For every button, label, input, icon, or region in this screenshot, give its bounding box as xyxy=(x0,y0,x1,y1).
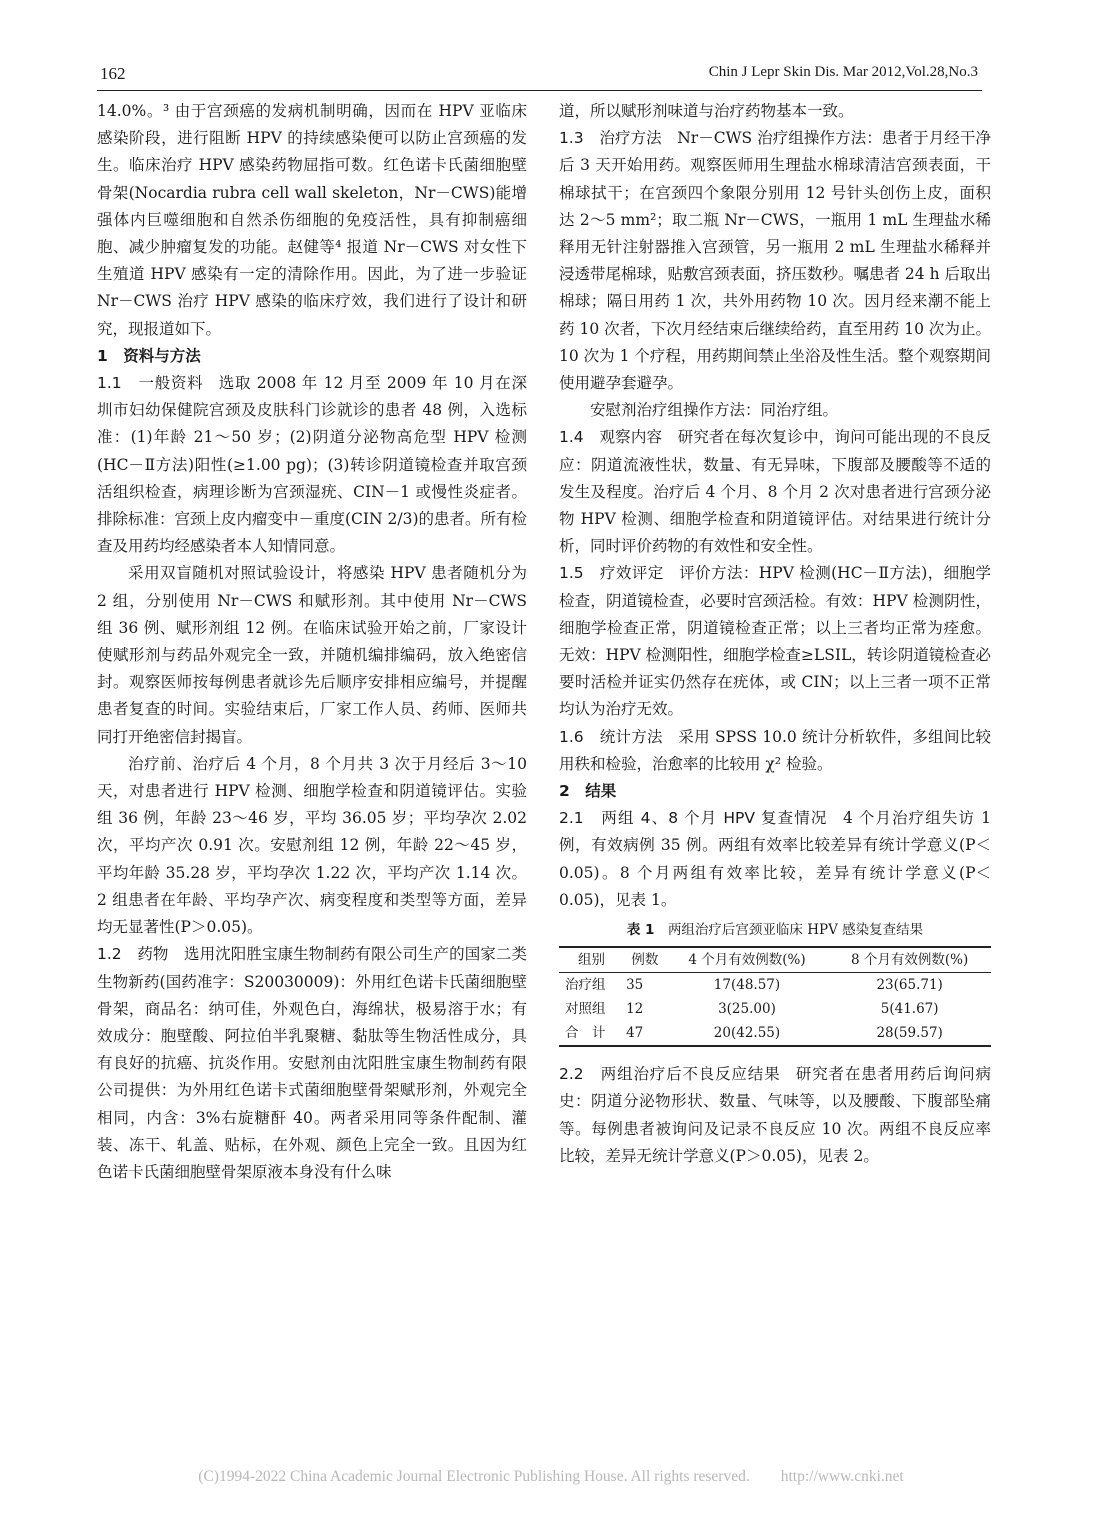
table-cell: 28(59.57) xyxy=(876,1025,943,1042)
subsection-text: 研究者在患者用药后询问病史：阴道分泌物形状、数量、气味等，以及腰酸、下腹部坠痛等。每例患者被询问及记录不良反应 10 次。两组不良反应率比较，差异无统计学意义(P＞0.05)，见表 2。 xyxy=(559,1065,991,1165)
subsection-text: 选用沈阳胜宝康生物制药有限公司生产的国家二类生物新药(国药准字：S20030009)：外用红色诺卡氏菌细胞壁骨架，商品名：纳可佳，外观色白，海绵状，极易溶于水；有效成分：胞壁酸、阿拉伯半乳聚糖、黏肽等生物活性成分，具有良好的抗癌、抗炎作用。安慰剂由沈阳胜宝康生物制药有限公司提供：为外用红色诺卡式菌细胞壁骨架赋形剂，外观完全相同，内含：3%右旋糖酐 40。两者采用同等条件配制、灌装、冻干、轧盖、贴标，在外观、颜色上完全一致。且因为红色诺卡氏菌细胞壁骨架原液本身没有什么味 xyxy=(97,945,527,1181)
continued-paragraph: 道，所以赋形剂味道与治疗药物基本一致。 xyxy=(559,102,854,120)
subsection-evaluation xyxy=(559,560,991,723)
table-row xyxy=(559,1021,991,1046)
table-cell: 23(65.71) xyxy=(876,977,943,994)
left-column xyxy=(97,98,527,1186)
subsection-adverse-reactions xyxy=(559,1061,991,1170)
subsection-text: 4 个月治疗组失访 1 例，有效病例 35 例。两组有效率比较差异有统计学意义(P＜0.05)。8 个月两组有效率比较，差异有统计学意义(P＜0.05)，见表 1。 xyxy=(559,809,991,909)
subsection-text: 采用 SPSS 10.0 统计分析软件，多组间比较用秩和检验，治愈率的比较用 χ² 检验。 xyxy=(559,727,991,773)
subsection-text: 评价方法：HPV 检测(HC－Ⅱ方法)，细胞学检查，阴道镜检查，必要时宫颈活检。有效：HPV 检测阴性，细胞学检查正常，阴道镜检查正常；以上三者均正常为痊愈。无效：HPV 检测阳性，细胞学检查≥LSIL，转诊阴道镜检查必要时活检并证实仍然存在疣体，或 CIN；以上三者一项不正常均认为治疗无效。 xyxy=(559,564,992,719)
subsection-general-data xyxy=(97,370,527,560)
table-header-cell: 4 个月有效例数(%) xyxy=(688,952,806,969)
subsection-statistics xyxy=(559,724,991,778)
table-row xyxy=(559,997,991,1021)
intro-paragraph: 14.0%。³ 由于宫颈癌的发病机制明确，因而在 HPV 亚临床感染阶段，进行阻断 HPV 的持续感染便可以防止宫颈癌的发生。临床治疗 HPV 感染药物屈指可数。红色诺卡氏菌细胞壁骨架(Nocardia rubra cell wall skeleton，Nr－CWS)能增强体内巨噬细胞和自然杀伤细胞的免疫活性，具有抑制癌细胞、减少肿瘤复发的功能。赵健等⁴ 报道 Nr－CWS 对女性下生殖道 HPV 感染有一定的清除作用。因此，为了进一步验证 Nr－CWS 治疗 HPV 感染的临床疗效，我们进行了设计和研究，现报道如下。 xyxy=(97,102,527,338)
table-header-cell: 组别 xyxy=(578,952,606,969)
table-cell: 合 计 xyxy=(565,1025,606,1042)
subsection-observation xyxy=(559,424,991,560)
table-cell: 对照组 xyxy=(565,1001,606,1018)
section-heading-results: 2 结果 xyxy=(559,782,617,801)
subsection-hpv-recheck xyxy=(559,805,991,914)
right-column xyxy=(559,98,991,1170)
patients-paragraph: 治疗前、治疗后 4 个月，8 个月共 3 次于月经后 3～10 天，对患者进行 HPV 检测、细胞学检查和阴道镜评估。实验组 36 例，年龄 23～46 岁，平均 36.05 岁；平均孕次 2.02 次，平均产次 0.91 次。安慰剂组 12 例，年龄 22～45 岁，平均年龄 35.28 岁，平均孕次 1.22 次，平均产次 1.14 次。2 组患者在年龄、平均孕产次、病变程度和类型等方面，差异均无显著性(P＞0.05)。 xyxy=(97,754,527,937)
subsection-label: 2.1 两组 4、8 个月 HPV 复查情况 xyxy=(559,809,828,828)
table-caption xyxy=(559,918,991,942)
subsection-text: 研究者在每次复诊中，询问可能出现的不良反应：阴道流液性状，数量、有无异味，下腹部及腰酸等不适的发生及程度。治疗后 4 个月、8 个月 2 次对患者进行宫颈分泌物 HPV 检测、细胞学检查和阴道镜评估。对结果进行统计分析，同时评价药物的有效性和安全性。 xyxy=(559,428,991,556)
subsection-label: 1.5 疗效评定 xyxy=(559,564,664,583)
section-heading-methods: 1 资料与方法 xyxy=(97,346,201,365)
table-cell: 47 xyxy=(626,1025,644,1042)
table-cell: 3(25.00) xyxy=(718,1001,776,1018)
subsection-label: 1.1 一般资料 xyxy=(97,374,204,393)
subsection-label: 1.6 统计方法 xyxy=(559,727,663,746)
table-cell: 12 xyxy=(626,1001,644,1018)
subsection-label: 1.3 治疗方法 xyxy=(559,129,662,148)
table-cell: 治疗组 xyxy=(565,977,606,994)
table-cell: 17(48.57) xyxy=(713,977,781,994)
subsection-drugs xyxy=(97,941,527,1186)
header-divider xyxy=(97,90,982,91)
results-table xyxy=(559,946,991,1047)
subsection-text: Nr－CWS 治疗组操作方法：患者于月经干净后 3 天开始用药。观察医师用生理盐水棉球清洁宫颈表面，干棉球拭干；在宫颈四个象限分别用 12 号针头创伤上皮，面积达 2～5 mm²；取二瓶 Nr－CWS，一瓶用 1 mL 生理盐水稀释用无针注射器推入宫颈管，另一瓶用 2 mL 生理盐水稀释并浸透带尾棉球，贴敷宫颈表面，挤压数秒。嘱患者 24 h 后取出棉球；隔日用药 1 次，共外用药物 10 次。因月经来潮不能上药 10 次者，下次月经结束后继续给药，直至用药 10 次为止。10 次为 1 个疗程，用药期间禁止坐浴及性生活。整个观察期间使用避孕套避孕。 xyxy=(559,129,991,393)
subsection-treatment xyxy=(559,125,991,397)
table-header-cell: 8 个月有效例数(%) xyxy=(851,952,969,969)
subsection-text: 选取 2008 年 12 月至 2009 年 10 月在深圳市妇幼保健院宫颈及皮肤科门诊就诊的患者 48 例，入选标准：(1)年龄 21～50 岁；(2)阴道分泌物高危型 HPV 检测(HC－Ⅱ方法)阳性(≥1.00 pg)；(3)转诊阴道镜检查并取宫颈活组织检查，病理诊断为宫颈湿疣、CIN－1 或慢性炎症者。排除标准：宫颈上皮内瘤变中－重度(CIN 2/3)的患者。所有检查及用药均经感染者本人知情同意。 xyxy=(97,374,528,556)
placebo-paragraph: 安慰剂治疗组操作方法：同治疗组。 xyxy=(590,401,839,420)
page-number: 162 xyxy=(100,64,126,83)
table-header-row xyxy=(559,947,991,973)
table-row xyxy=(559,973,991,998)
table-cell: 5(41.67) xyxy=(880,1001,939,1018)
table-label: 表 1 xyxy=(626,922,655,939)
table-cell: 20(42.55) xyxy=(713,1025,781,1042)
subsection-label: 1.4 观察内容 xyxy=(559,428,663,447)
design-paragraph: 采用双盲随机对照试验设计，将感染 HPV 患者随机分为 2 组，分别使用 Nr－CWS 和赋形剂。其中使用 Nr－CWS 组 36 例、赋形剂组 12 例。在临床试验开始之前，厂家设计使赋形剂与药品外观完全一致，并随机编排编码，放入绝密信封。观察医师按每例患者就诊先后顺序安排相应编号，并提醒患者复查的时间。实验结束后，厂家工作人员、药师、医师共同打开绝密信封揭盲。 xyxy=(97,564,527,746)
subsection-label: 1.2 药物 xyxy=(97,945,169,964)
table-cell: 35 xyxy=(626,977,644,994)
subsection-label: 2.2 两组治疗后不良反应结果 xyxy=(559,1065,781,1084)
table-header-cell: 例数 xyxy=(631,952,659,969)
journal-citation: Chin J Lepr Skin Dis. Mar 2012,Vol.28,No.3 xyxy=(708,64,978,80)
table-title: 两组治疗后宫颈亚临床 HPV 感染复查结果 xyxy=(667,922,924,939)
copyright-footer: (C)1994-2022 China Academic Journal Electronic Publishing House. All rights reserved. http://www.cnki.net xyxy=(198,1468,904,1485)
